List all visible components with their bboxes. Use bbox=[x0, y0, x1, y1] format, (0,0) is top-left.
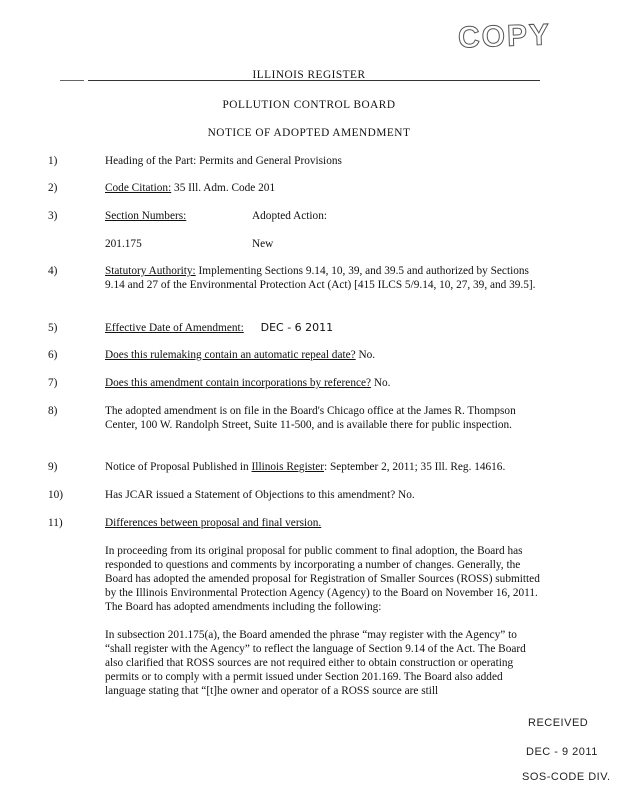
notice-title: NOTICE OF ADOPTED AMENDMENT bbox=[207, 127, 411, 139]
item-label-underlined: Illinois Register bbox=[251, 461, 325, 473]
item-value: : September 2, 2011; 35 Ill. Reg. 14616. bbox=[324, 461, 506, 473]
item-on-file: The adopted amendment is on file in the Board's Chicago office at the James R. Thompson Center, 100 W. Randolph Street, Suite 11-500, and is available there for public inspection. bbox=[105, 405, 516, 431]
item-number: 3) bbox=[48, 210, 58, 222]
copy-stamp: COPY bbox=[457, 18, 552, 55]
item-label: Statutory Authority: bbox=[105, 265, 196, 277]
item-label: Differences between proposal and final version. bbox=[105, 517, 322, 529]
board-title: POLLUTION CONTROL BOARD bbox=[222, 99, 396, 111]
item-effective-date bbox=[105, 321, 333, 335]
received-stamp-date: DEC - 9 2011 bbox=[526, 746, 598, 758]
item-number: 10) bbox=[48, 489, 64, 501]
item-number: 6) bbox=[48, 349, 58, 361]
item-label: Does this rulemaking contain an automatic repeal date? bbox=[105, 349, 356, 361]
item-value: No. bbox=[373, 377, 391, 389]
item-number: 11) bbox=[48, 517, 63, 529]
received-stamp-label: RECEIVED bbox=[528, 717, 589, 729]
item-number: 1) bbox=[48, 155, 58, 167]
item-differences bbox=[105, 516, 321, 530]
item-label: Code Citation: bbox=[105, 182, 172, 194]
item-jcar: Has JCAR issued a Statement of Objections to this amendment? No. bbox=[105, 489, 415, 501]
item-value: Implementing Sections 9.14, 10, 39, and 39.5 and authorized by Sections 9.14 and 27 of the Environmental Protection Act (Act) [415 ILCS 5/9.14, 10, 27, 39, and 39.5]. bbox=[105, 265, 536, 291]
effective-date-stamp: DEC - 6 2011 bbox=[260, 321, 334, 334]
item-number: 5) bbox=[48, 322, 58, 334]
item-value: Permits and General Provisions bbox=[199, 155, 342, 167]
item-notice-published bbox=[105, 460, 505, 474]
item-number: 4) bbox=[48, 265, 58, 277]
adopted-action-value: New bbox=[252, 238, 274, 250]
item-repeal-date bbox=[105, 348, 375, 362]
item-value: 35 Ill. Adm. Code 201 bbox=[174, 182, 276, 194]
received-stamp-code: SOS-CODE DIV. bbox=[522, 771, 611, 783]
item-number: 7) bbox=[48, 377, 58, 389]
register-title: ILLINOIS REGISTER bbox=[252, 69, 366, 81]
item-number: 9) bbox=[48, 461, 58, 473]
item-heading bbox=[105, 154, 342, 168]
item-label: Does this amendment contain incorporations by reference? bbox=[105, 377, 372, 389]
paragraph-subsection: In subsection 201.175(a), the Board amended the phrase “may register with the Agency” to “shall register with the Agency” to reflect the language of Section 9.14 of the Act. The Board also clarified that ROSS sources are not required either to obtain construction or operating permits or to comply with a permit issued under Section 201.169. The Board also added language stating that “[t]he owner and operator of a ROSS source are still bbox=[105, 629, 526, 697]
item-number: 8) bbox=[48, 405, 58, 417]
item-number: 2) bbox=[48, 182, 58, 194]
item-label: Section Numbers: bbox=[105, 210, 187, 222]
paragraph-proceeding: In proceeding from its original proposal for public comment to final adoption, the Board has responded to questions and comments by incorporating a number of changes. Generally, the Board has adopted the amended proposal for Registration of Smaller Sources (ROSS) submitted by the Illinois Environmental Protection Agency (Agency) to the Board on November 16, 2011. The Board has adopted amendments including the following: bbox=[105, 545, 540, 613]
item-label: Heading of the Part: bbox=[105, 155, 197, 167]
item-code-citation bbox=[105, 181, 275, 195]
section-number-value: 201.175 bbox=[105, 238, 142, 250]
item-statutory-authority bbox=[105, 264, 541, 292]
adopted-action-header: Adopted Action: bbox=[252, 210, 327, 222]
item-label: Effective Date of Amendment: bbox=[105, 322, 244, 334]
item-section-numbers bbox=[105, 209, 186, 223]
item-label: Notice of Proposal Published in bbox=[105, 461, 249, 473]
item-incorporations bbox=[105, 376, 390, 390]
item-value: No. bbox=[358, 349, 376, 361]
